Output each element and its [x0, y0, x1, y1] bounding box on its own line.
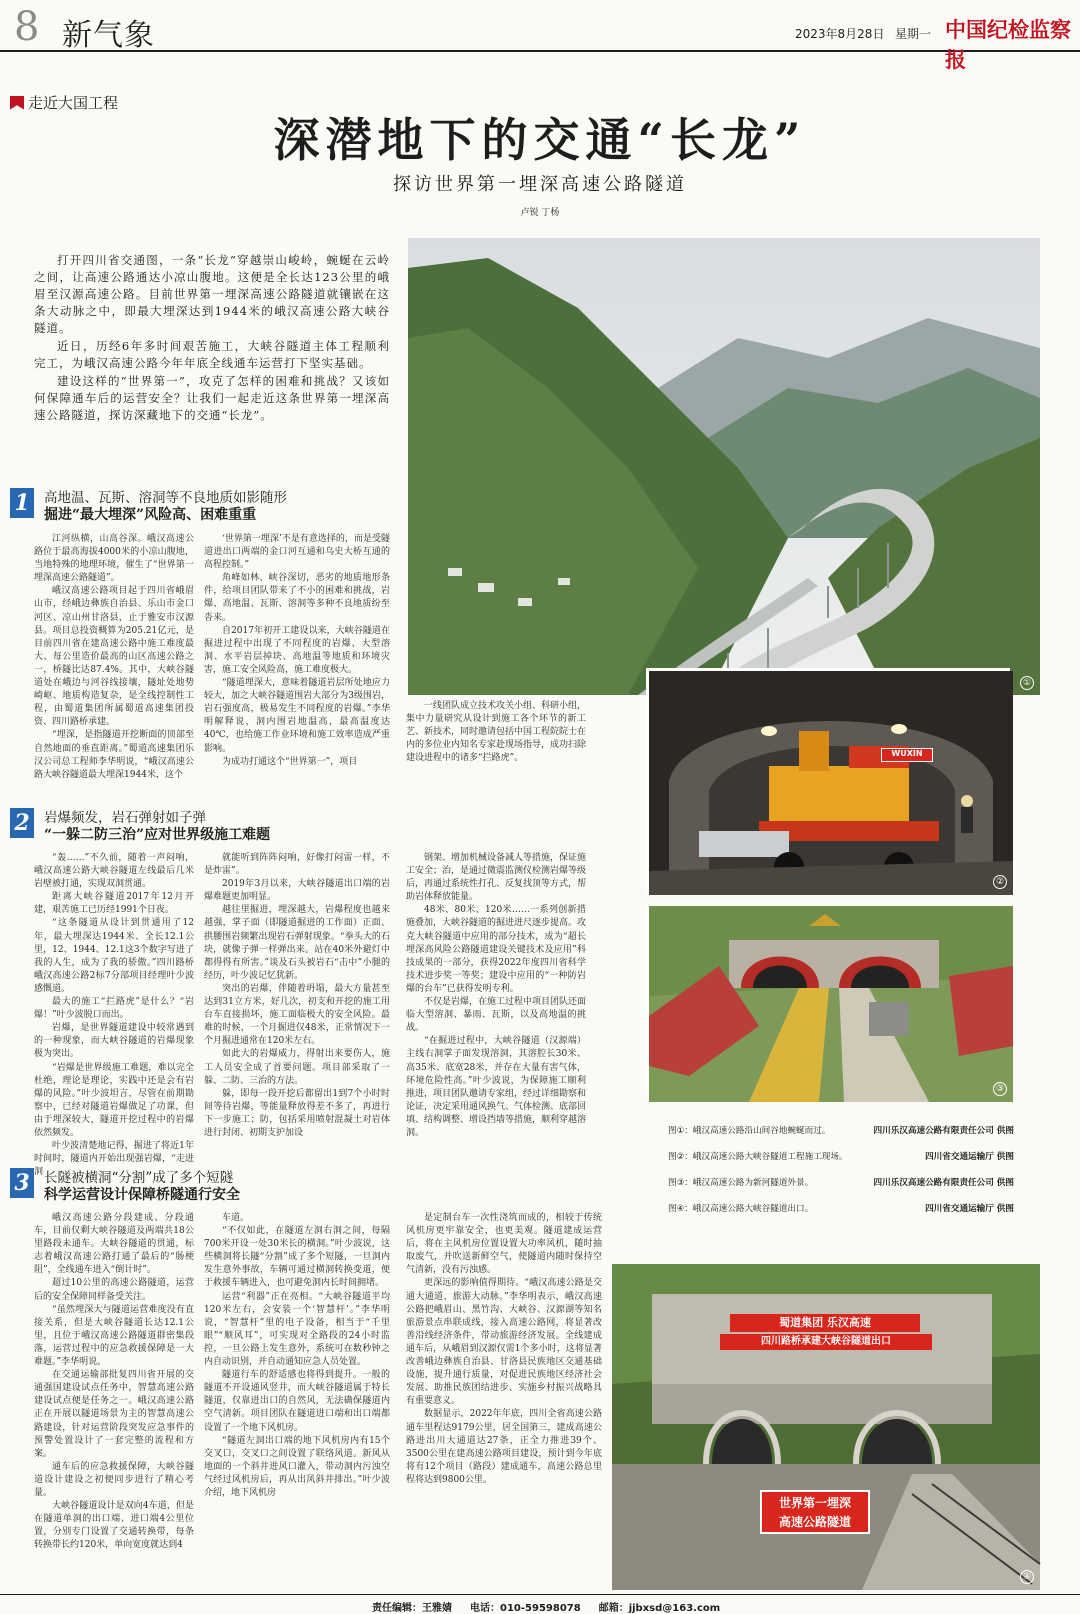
- section-2-column-3: [406, 852, 586, 1142]
- photo-tunnel-exit: [612, 1264, 1040, 1590]
- body-paragraph: 岩爆，是世界隧道建设中较常遇到的一种现象，而大峡谷隧道的岩爆现象极为突出。: [34, 1023, 194, 1060]
- body-paragraph: “不仅如此，在隧道左洞右洞之间，每隔700米开设一处30米长的横洞。”叶少波说，这些横洞将长隧“分割”成了多个短隧，一旦洞内发生意外事故，车辆可通过横洞转换变道，便于救援车辆进入，也可避免洞内长时间拥堵。: [204, 1226, 390, 1289]
- body-paragraph: ‘世界第一埋深’不是有意选择的，而是受隧道进出口两端的金口河互通和乌史大桥互通的高程控制。”: [204, 534, 390, 571]
- body-paragraph: 是定制台车一次性浇筑而成的，相较于传统风机房更牢靠安全，也更美观。隧道建成运营后，将在主风机房位置设置大功率风机，随时抽取废气，并吹送新鲜空气，使隧道内随时保持空气清新，没有污浊感。: [406, 1213, 602, 1276]
- body-paragraph: 突出的岩爆，伴随着坍塌，最大方量甚至达到31立方米，好几次，初支和开挖的施工用台车直接损坏，施工面临极大的安全风险。最难的时候，一个月掘进仅48米，正常情况下一个月掘进通常在120米左右。: [204, 983, 390, 1047]
- body-paragraph: 峨汉高速公路分段建成、分段通车，目前仅剩大峡谷隧道及两端共18公里路段未通车。大峡谷隧道的贯通，标志着峨汉高速公路打通了最后的“肠梗阻”，全线通车进入“倒计时”。: [34, 1213, 194, 1276]
- lead-paragraph: 近日，历经6年多时间艰苦施工，大峡谷隧道主体工程顺利完工，为峨汉高速公路今年年底全线通车运营打下坚实基础。: [34, 339, 390, 370]
- body-paragraph: “隧道埋深大，意味着隧道岩层所处地应力较大，加之大峡谷隧道围岩大部分为3级围岩，岩石强度高，极易发生不同程度的岩爆。”李华明解释说，洞内围岩地温高，最高温度达40℃，也给施工作业环境和施工效率造成严重影响。: [204, 678, 390, 754]
- section-kicker: 长隧被横洞“分割”成了多个短隧: [44, 1170, 234, 1186]
- footer-rule: [0, 1594, 1080, 1595]
- body-paragraph: 距离大峡谷隧道2017年12月开建，艰苦施工已历经1991个日夜。: [34, 892, 194, 916]
- body-paragraph: 就能听到阵阵闷响，好像打闷雷一样，不是炸雷”。: [204, 853, 390, 877]
- body-paragraph: 越往里掘进，埋深越大，岩爆程度也越来越强，掌子面（即隧道掘进的工作面）正面、拱腰围岩频繁出现岩石弹射现象。“拳头大的石块，就像子弹一样弹出来。站在40米外避灯中都得得有所害。”谈及石头被岩石“击中”小腿的经历，叶少波记忆犹新。: [204, 905, 390, 981]
- body-paragraph: 2019年3月以来，大峡谷隧道出口端的岩爆难题更加明显。: [204, 879, 390, 903]
- column-tag-label: 走近大国工程: [28, 94, 119, 112]
- caption-row: [668, 1176, 1014, 1202]
- section-3-column-3: [406, 1212, 602, 1588]
- body-paragraph: 躲，即每一段开挖后都留出1到7个小时时间等待岩爆，等能量释放得差不多了，再进行下一步施工；防，包括采用喷射混凝土对岩体进行封闭、初期支护加设: [204, 1088, 390, 1138]
- footer-email: 邮箱：jjbxsd@163.com: [598, 1603, 721, 1614]
- section-title: 掘进“最大埋深”风险高、困难重重: [44, 507, 257, 523]
- body-paragraph: 不仅是岩爆，在施工过程中项目团队还面临大型溶洞、暴雨、瓦斯，以及高地温的挑战。: [406, 997, 587, 1034]
- body-paragraph: “埋深，是指隧道开挖断面的顶部至自然地面的垂直距离。”蜀道高速集团乐汉公司总工程师李华明说，“峨汉高速公路大峡谷隧道最大埋深1944米，这个: [34, 730, 194, 780]
- body-paragraph: “虽然埋深大与隧道运营难度没有直接关系，但是大峡谷隧道长达12.1公里，且位于峨汉高速公路隧道群密集段落，运营过程中的应急救援保障是一大难题。”李华明说。: [34, 1304, 194, 1368]
- caption-row: [668, 1124, 1014, 1150]
- byline: 卢锐 丁杨: [520, 208, 560, 218]
- section-title: 科学运营设计保障桥隧通行安全: [44, 1187, 240, 1203]
- body-paragraph: 48米、80米、120米……一系列创新措施叠加，大峡谷隧道的掘进进尺逐步提高。攻克大峡谷隧道中应用的部分技术，成为“超长埋深高风险公路隧道建设关键技术及应用”科技成果的一部分，获得2022年度四川省科学技术进步奖一等奖；建设中应用的“一种防岩爆的台车”已获得发明专利。: [406, 905, 587, 994]
- photo-tunnel-portal: [646, 903, 1010, 1099]
- body-paragraph: 超过10公里的高速公路隧道，运营后的安全保障同样备受关注。: [34, 1278, 194, 1302]
- section-3-column-2: [204, 1212, 390, 1588]
- caption-credit: 四川乐汉高速公路有限责任公司 供图: [873, 1126, 1014, 1136]
- section-2-column-1: [34, 852, 194, 1178]
- caption-credit: 四川乐汉高速公路有限责任公司 供图: [873, 1178, 1014, 1188]
- footer-phone: 电话：010-59598078: [470, 1603, 581, 1614]
- bookmark-icon: [10, 96, 24, 110]
- headline-subtitle: 探访世界第一埋深高速公路隧道: [393, 174, 687, 195]
- section-1-column-3: [406, 700, 586, 790]
- lead-paragraph: 建设这样的“世界第一”，攻克了怎样的困难和挑战？又该如何保障通车后的运营安全？让我们一起走近这条世界第一埋深高速公路隧道，探访深藏地下的交通“长龙”。: [34, 374, 390, 422]
- body-paragraph: 一线团队成立技术攻关小组、科研小组，集中力量研究从设计到施工各个环节的新工艺、新技术，同时邀请包括中国工程院院士在内的多位业内知名专家赴现场指导，成功扫除建设进程中的诸多“拦路虎”。: [406, 701, 587, 764]
- sign-line: 世界第一埋深: [778, 1496, 851, 1510]
- photo-number: ③: [993, 1082, 1007, 1096]
- section-number: 1: [10, 488, 34, 518]
- caption-text: 图②：峨汉高速公路大峡谷隧道工程施工现场。: [668, 1152, 848, 1162]
- equipment-sign: WUXIN: [881, 748, 933, 762]
- photo-number: ①: [1020, 676, 1034, 690]
- portal-banner-bottom: 四川路桥承建大峡谷隧道出口: [720, 1334, 932, 1350]
- body-paragraph: “隧道左洞出口端的地下风机房内有15个交叉口，交叉口之间设置了联络风道。新风从地面的一个斜井进风口灌入，带动洞内污浊空气经过风机房后，再从出风斜井排出。”叶少波介绍，地下风机房: [204, 1435, 390, 1498]
- section-kicker: 高地温、瓦斯、溶洞等不良地质如影随形: [44, 490, 287, 506]
- photo-tunnel-construction: [646, 668, 1010, 892]
- caption-row: [668, 1202, 1014, 1228]
- masthead: [0, 0, 1080, 72]
- lead-paragraph: 打开四川省交通图，一条“长龙”穿越崇山峻岭，蜿蜒在云岭之间，让高速公路通达小凉山腹地。这便是全长达123公里的峨眉至汉源高速公路。目前世界第一埋深高速公路隧道就镶嵌在这条大动脉之中，即最大埋深达到1944米的峨汉高速公路大峡谷隧道。: [34, 253, 390, 335]
- body-paragraph: “轰……”不久前，随着一声闷响，峨汉高速公路大峡谷隧道左线最后几米岩壁被打通，实现双洞贯通。: [34, 853, 194, 890]
- section-title: “一躲二防三治”应对世界级施工难题: [44, 827, 271, 843]
- footer-editor: 责任编辑：王雅婧: [372, 1603, 452, 1614]
- body-paragraph: 如此大的岩爆威力，得射出来要伤人，施工人员安全成了首要问题。项目部采取了一躲、二防、三治的方法。: [204, 1049, 390, 1086]
- body-paragraph: “在掘进过程中，大峡谷隧道（汉源端）主线右洞掌子面发现溶洞，其溶腔长30米、高35米、底宽28米，并存在大量有害气体，环境危险性高。”叶少波说，为保障施工顺利推进，项目团队邀请专家组，经过详细勘察和论证，决定采用通风换气、气体检测、底部回填、结构调整、增设挡墙等措施，顺利穿越溶洞。: [406, 1036, 587, 1138]
- issue-date: 2023年8月28日: [795, 27, 885, 41]
- world-record-sign: [760, 1490, 870, 1534]
- portal-banner-top: 蜀道集团 乐汉高速: [730, 1314, 920, 1332]
- caption-text: 图①：峨汉高速公路沿山间谷地蜿蜒而过。: [668, 1126, 831, 1136]
- lead-paragraphs: [34, 252, 390, 425]
- column-tag: [10, 92, 118, 113]
- body-paragraph: 江河纵横，山高谷深。峨汉高速公路位于最高海拔4000米的小凉山腹地，当地特殊的地理环境，催生了“世界第一埋深高速公路隧道”。: [34, 534, 194, 584]
- footer: [372, 1599, 720, 1614]
- body-paragraph: 隧道行车的舒适感也将得到提升。一般的隧道不开设通风竖井，而大峡谷隧道属于特长隧道，仅靠进出口的自然风，无法确保隧道内空气清新。项目团队在隧道进口端和出口端都设置了一个地下风机房。: [204, 1370, 390, 1433]
- body-paragraph: 在交通运输部批复四川省开展的交通强国建设试点任务中，智慧高速公路建设试点便是任务之一。峨汉高速公路正在开展以隧道场景为主的智慧高速公路建设，针对运营阶段突发应急事件的预警处置设计了一套完整的流程和方案。: [34, 1370, 194, 1459]
- newspaper-logo: 中国纪检监察报: [945, 17, 1071, 72]
- section-1-column-2: [204, 533, 390, 789]
- body-paragraph: 钢架、增加机械设备减人等措施，保证施工安全；治，是通过微震监测仪检测岩爆等级后，再通过系统性打孔、反复找顶等方式，帮助岩体释放能量。: [406, 853, 587, 903]
- caption-row: [668, 1150, 1014, 1176]
- section-2-column-2: [204, 852, 390, 1142]
- sign-line: 高速公路隧道: [778, 1515, 851, 1529]
- photo-number: ②: [993, 875, 1007, 889]
- section-kicker: 岩爆频发，岩石弹射如子弹: [44, 810, 206, 826]
- section-3-column-1: [34, 1212, 194, 1588]
- body-paragraph: 大峡谷隧道设计是双向4车道，但是在隧道单洞的出口端、进口端4公里位置，分别专门设置了交通转换带，每条转换带长约120米，单向宽度就达到4: [34, 1501, 194, 1551]
- caption-text: 图③：峨汉高速公路为新河隧道外景。: [668, 1178, 814, 1188]
- page-number: 8: [14, 4, 40, 50]
- photo-number: ④: [1020, 1570, 1034, 1584]
- body-paragraph: 车道。: [222, 1213, 250, 1223]
- caption-text: 图④：峨汉高速公路大峡谷隧道出口。: [668, 1204, 814, 1214]
- body-paragraph: 角峰如林、峡谷深切，恶劣的地质地形条件，给项目团队带来了不小的困难和挑战，岩爆、高地温、瓦斯、溶洞等多种不良地质纷至沓来。: [204, 573, 390, 623]
- photo-highway-valley: [408, 238, 1040, 695]
- caption-credit: 四川省交通运输厅 供图: [925, 1204, 1014, 1214]
- body-paragraph: 运营“利器”正在亮相。“大峡谷隧道平均120米左右，会安装一个‘智慧杆’。”李华明说，“智慧杆”里的电子设备，相当于“千里眼”“顺风耳”，可实现对全路段的24小时监控，一旦公路上发生意外，系统可在数秒钟之内自动识别，并自动通知应急人员处置。: [204, 1291, 390, 1368]
- photo-captions: [668, 1124, 1014, 1228]
- body-paragraph: 叶少波清楚地记得，掘进了将近1年时间时，隧道内开始出现强岩爆，“走进洞: [34, 1141, 194, 1178]
- body-paragraph: 自2017年初开工建设以来，大峡谷隧道在掘进过程中出现了不同程度的岩爆、大型溶洞、水平岩层掉块、高地温等地质和环境灾害，施工安全风险高，施工难度极大。: [204, 625, 390, 675]
- body-paragraph: 最大的施工“拦路虎”是什么？“岩爆！”叶少波脱口而出。: [34, 997, 194, 1021]
- body-paragraph: 峨汉高速公路项目起于四川省峨眉山市，经峨边彝族自治县、乐山市金口河区、凉山州甘洛县，止于雅安市汉源县。项目总投资概算为205.21亿元，是目前四川省在建高速公路中施工难度最大、每公里造价最高的山区高速公路之一，桥隧比达87.4%。其中，大峡谷隧道处在峨边与河谷线接壤，隧址处地势崎岖、地质构造复杂，是全线控制性工程，由蜀道集团所属蜀道高速集团投资、四川路桥承建。: [34, 586, 194, 728]
- body-paragraph: 数据显示，2022年年底，四川全省高速公路通车里程达9179公里，居全国第三，建成高速公路进出川大通道达27条，正全力推进39个、3500公里在建高速公路项目建设，预计到今年底将有12个项目（路段）建成通车，高速公路总里程将达到9800公里。: [406, 1409, 602, 1485]
- body-paragraph: 更深远的影响值得期待。“峨汉高速公路是交通大通道、旅游大动脉。”李华明表示，峨汉高速公路把峨眉山、黑竹沟、大峡谷、汉源湖等知名旅游景点串联成线，接入高速公路网，将显著改善沿线经济条件，带动旅游经济发展。全线建成通车后，从峨眉到汉源仅需1个多小时，这将显著改善峨边彝族自治县、甘洛县民族地区交通基础设施，提升通行质量，对促进民族地区经济社会发展、助推民族团结进步、实施乡村振兴战略具有重要意义。: [406, 1278, 602, 1407]
- section-number: 3: [10, 1168, 34, 1198]
- body-paragraph: “这条隧道从设计到贯通用了12年，最大埋深达1944米、全长12.1公里，12、1944、12.1这3个数字写进了我的人生，成为了我的骄傲。”四川路桥峨汉高速公路2标7分部项目经理叶少波感慨道。: [34, 918, 194, 994]
- section-name: 新气象: [62, 18, 155, 53]
- section-number: 2: [10, 808, 34, 838]
- section-1-column-1: [34, 533, 194, 789]
- issue-weekday: 星期一: [895, 27, 932, 41]
- body-paragraph: “岩爆是世界级施工难题，难以完全杜绝，理论是理论，实践中还是会有岩爆的风险。”叶少波坦言，尽管在前期勘察中，已经对隧道岩爆做足了功课，但由于埋深较大，隧道开挖过程中的岩爆依然频发。: [34, 1062, 194, 1138]
- caption-credit: 四川省交通运输厅 供图: [925, 1152, 1014, 1162]
- headline-title: 深潜地下的交通“长龙”: [273, 113, 807, 167]
- body-paragraph: 为成功打通这个“世界第一”，项目: [222, 756, 358, 767]
- body-paragraph: 通车后的应急救援保障，大峡谷隧道设计建设之初便同步进行了精心考量。: [34, 1461, 194, 1498]
